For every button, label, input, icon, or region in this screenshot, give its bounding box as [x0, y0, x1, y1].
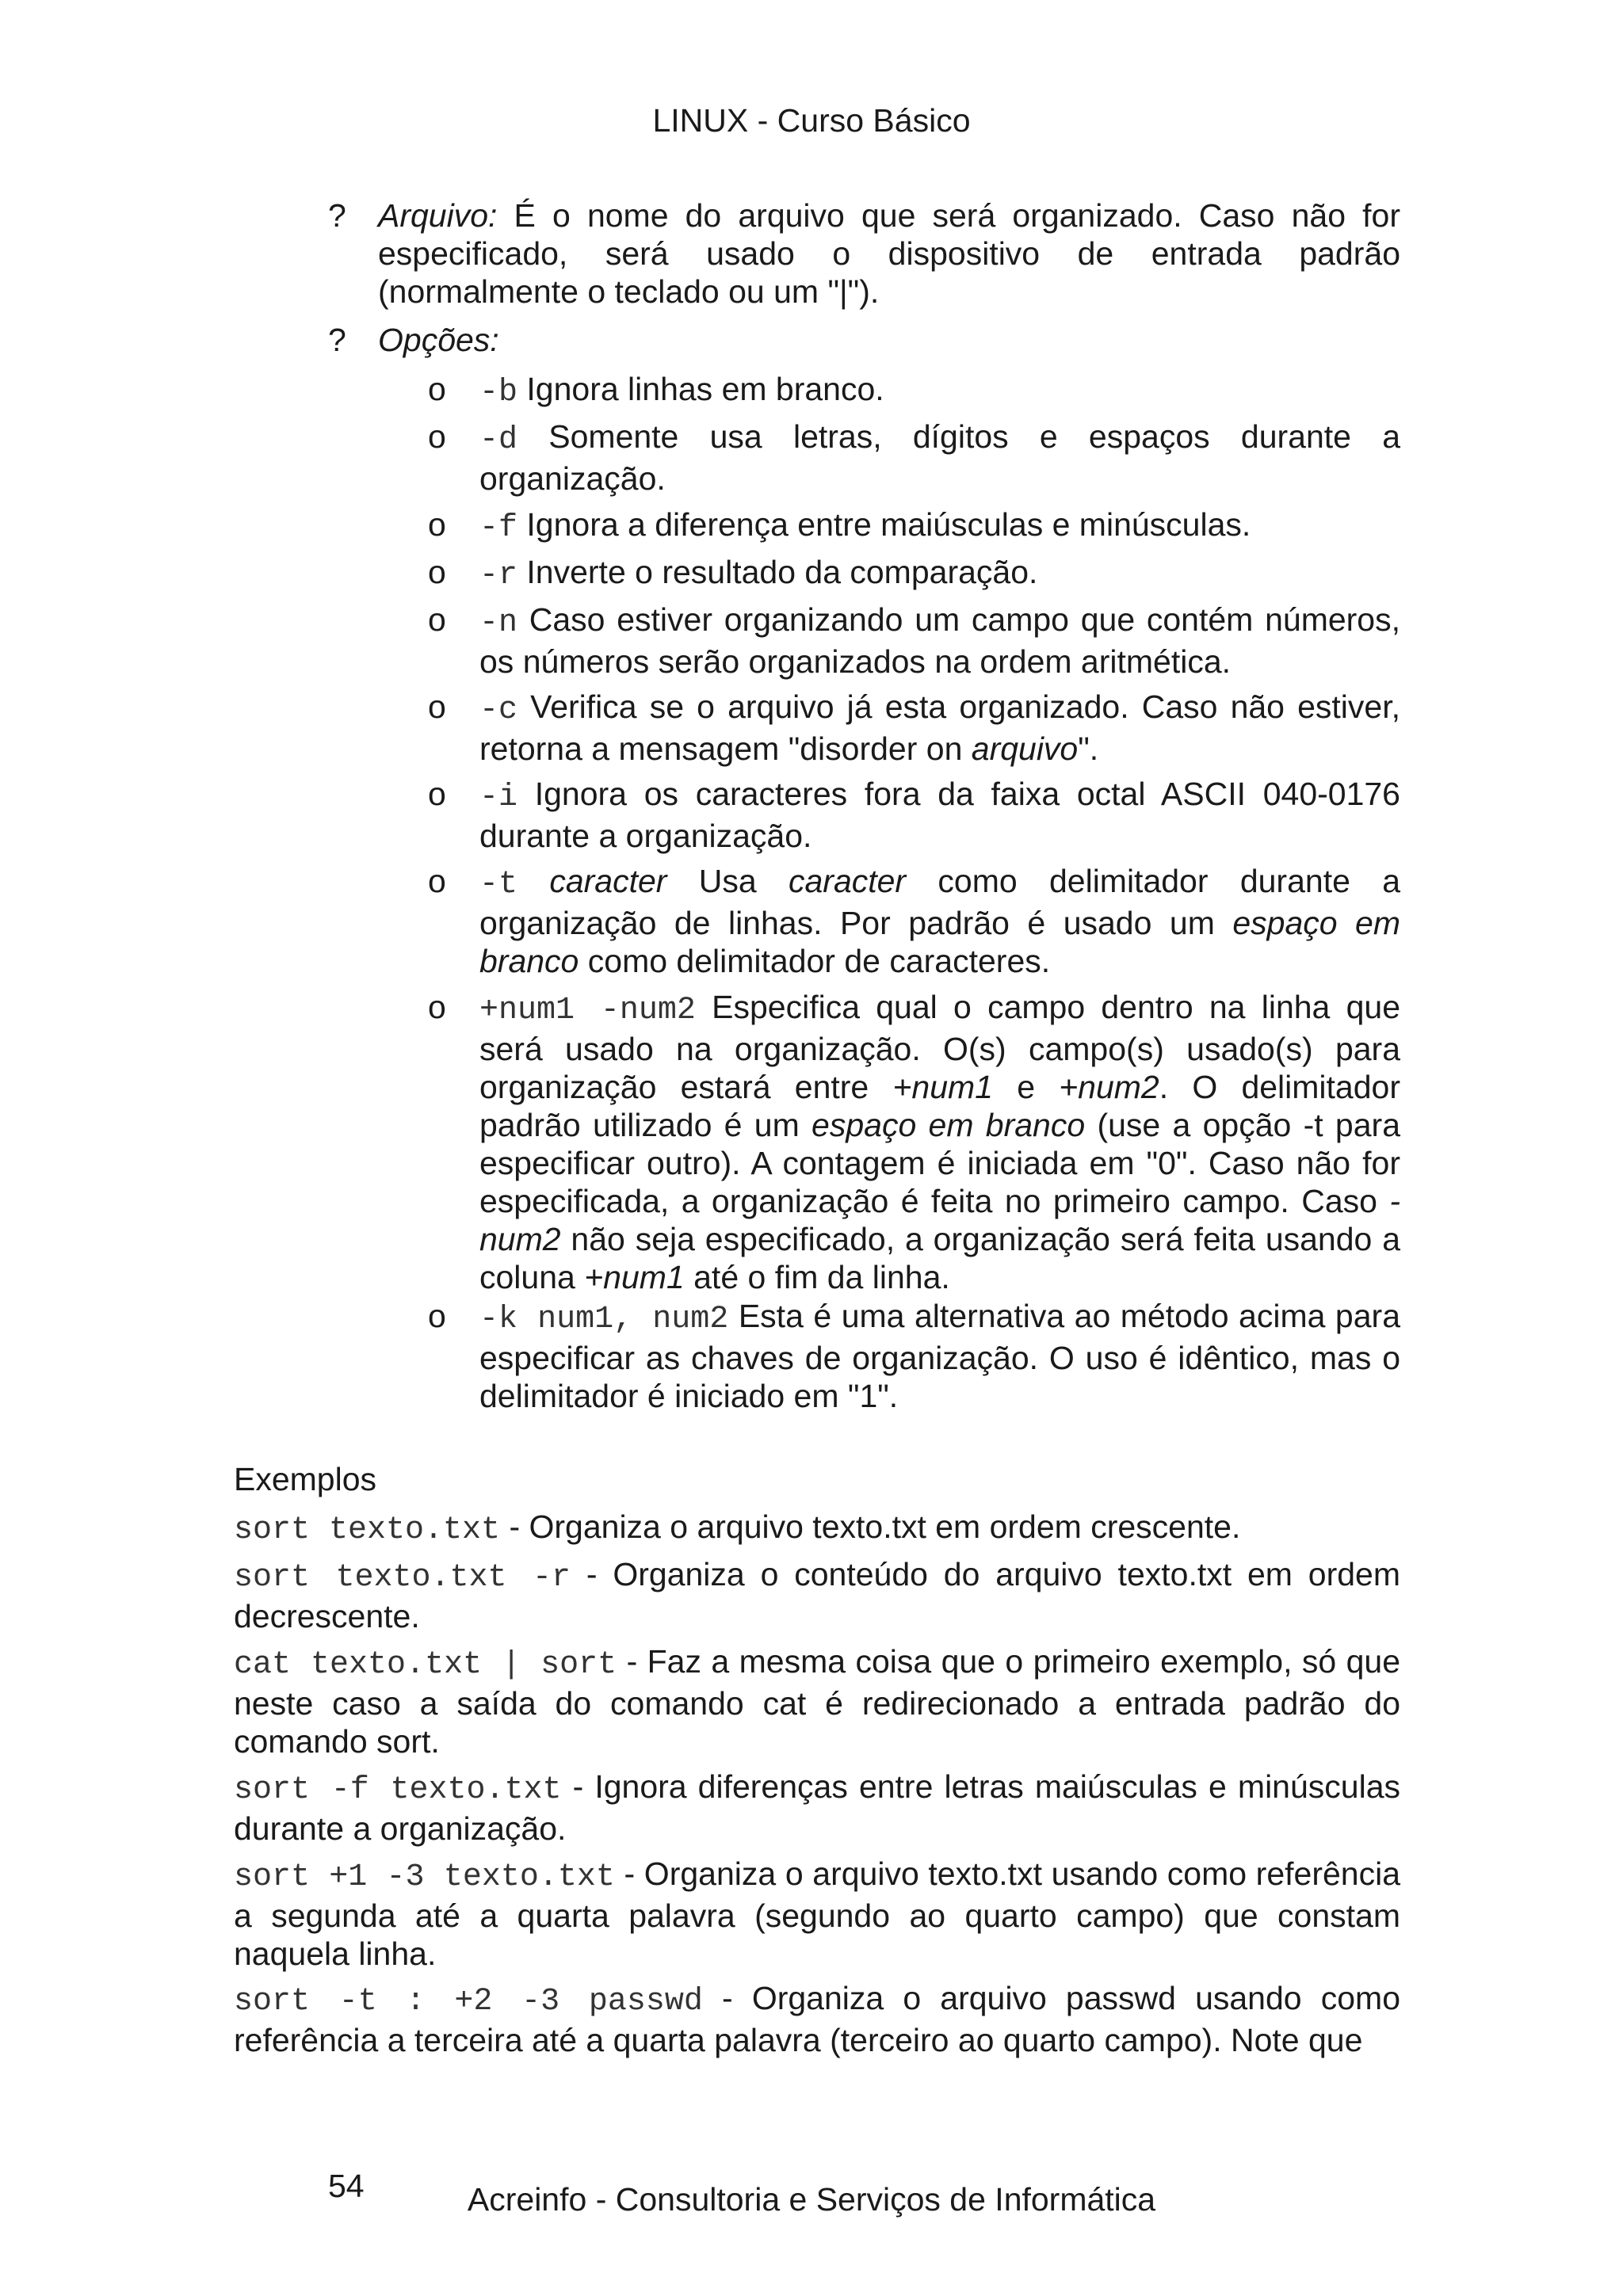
- option-bullet: o: [428, 601, 446, 638]
- option-f: [479, 505, 1400, 547]
- option-bullet: o: [428, 776, 446, 812]
- option-text: Caso estiver organizando um campo que contém números, os números serão organizados na ordem aritmética.: [479, 601, 1400, 680]
- arg-name: Arquivo:: [378, 197, 498, 234]
- option-b: [479, 370, 1400, 412]
- option-em: arquivo: [971, 730, 1079, 767]
- option-t: [479, 862, 1400, 980]
- example-command: sort -t : +2 -3 passwd: [234, 1984, 703, 2019]
- example-text: - Organiza o conteúdo do arquivo texto.txt em ordem decrescente.: [234, 1556, 1400, 1634]
- example-command: cat texto.txt | sort: [234, 1647, 617, 1683]
- bullet-marker: ?: [328, 322, 346, 358]
- example-text: - Organiza o arquivo texto.txt usando como referência a segunda até a quarta palavra (segundo ao quarto campo) que constam naquela linha.: [234, 1855, 1400, 1972]
- arg-text: É o nome do arquivo que será organizado. Caso não for especificado, será usado o dispositivo de entrada padrão (normalmente o teclado ou um "|").: [378, 197, 1400, 310]
- option-flag: -c: [479, 692, 518, 728]
- option-text: não seja especificado, a organização será feita usando a coluna: [479, 1221, 1400, 1295]
- option-text: como delimitador de caracteres.: [579, 943, 1051, 979]
- option-em: +num1: [584, 1259, 685, 1295]
- option-text: Verifica se o arquivo já esta organizado. Caso não estiver, retorna a mensagem "disorder on: [479, 688, 1400, 767]
- option-em: +num1: [892, 1069, 993, 1105]
- arg-opcoes: [378, 321, 1400, 359]
- option-text: Ignora linhas em branco.: [517, 371, 884, 407]
- option-text: (use a opção -t para especificar outro). A contagem é iniciada em "0". Caso não for especificada, a organização é feita no primeiro campo. Caso: [479, 1107, 1400, 1219]
- option-c: [479, 688, 1400, 768]
- option-bullet: o: [428, 371, 446, 407]
- option-bullet: o: [428, 1298, 446, 1334]
- example-item: [234, 1642, 1400, 1760]
- example-command: sort +1 -3 texto.txt: [234, 1859, 615, 1895]
- example-text: - Organiza o arquivo passwd usando como referência a terceira até a quarta palavra (terceiro ao quarto campo). Note que: [234, 1980, 1400, 2058]
- option-flag: -i: [479, 780, 518, 815]
- example-text: - Ignora diferenças entre letras maiúsculas e minúsculas durante a organização.: [234, 1768, 1400, 1847]
- option-text: ".: [1078, 730, 1099, 767]
- option-em: espaço em branco: [479, 905, 1400, 979]
- option-em: +num2: [1059, 1069, 1159, 1105]
- option-r: [479, 553, 1400, 595]
- option-text: Especifica qual o campo dentro na linha que será usado na organização. O(s) campo(s) usado(s) para organização estará entre: [479, 989, 1400, 1105]
- example-item: [234, 1508, 1400, 1550]
- example-item: [234, 1555, 1400, 1635]
- page-number: 54: [328, 2168, 365, 2204]
- option-num: [479, 988, 1400, 1296]
- option-text: Inverte o resultado da comparação.: [517, 554, 1038, 590]
- option-text: até o fim da linha.: [684, 1259, 950, 1295]
- arg-arquivo: [378, 196, 1400, 311]
- example-text: - Organiza o arquivo texto.txt em ordem crescente.: [500, 1508, 1241, 1545]
- example-item: [234, 1855, 1400, 1973]
- option-em: caracter: [788, 863, 907, 899]
- option-n: [479, 601, 1400, 681]
- option-flag: -t: [479, 867, 518, 902]
- example-command: sort texto.txt: [234, 1512, 501, 1548]
- option-flag: -b: [479, 375, 518, 410]
- option-bullet: o: [428, 418, 446, 455]
- example-text: - Faz a mesma coisa que o primeiro exemplo, só que neste caso a saída do comando cat é redirecionado a entrada padrão do comando sort.: [234, 1643, 1401, 1760]
- option-flag: -k num1, num2: [479, 1302, 729, 1337]
- option-em: caracter: [517, 863, 667, 899]
- option-bullet: o: [428, 554, 446, 590]
- option-text: . O delimitador padrão utilizado é um: [479, 1069, 1400, 1143]
- example-command: sort -f texto.txt: [234, 1772, 562, 1808]
- examples-title: Exemplos: [234, 1461, 377, 1497]
- option-text: Esta é uma alternativa ao método acima para especificar as chaves de organização. O uso é idêntico, mas o delimitador é iniciado em "1".: [479, 1298, 1400, 1414]
- option-i: [479, 775, 1400, 855]
- option-text: Ignora a diferença entre maiúsculas e minúsculas.: [517, 506, 1251, 543]
- option-bullet: o: [428, 989, 446, 1025]
- example-item: [234, 1768, 1400, 1848]
- example-command: sort texto.txt -r: [234, 1560, 571, 1596]
- option-em: espaço em branco: [812, 1107, 1086, 1143]
- option-flag: +num1 -num2: [479, 993, 696, 1028]
- option-bullet: o: [428, 863, 446, 899]
- option-flag: -d: [479, 422, 518, 458]
- bullet-marker: ?: [328, 197, 346, 234]
- option-flag: -n: [479, 605, 518, 641]
- option-em: -num2: [479, 1183, 1400, 1257]
- option-bullet: o: [428, 506, 446, 543]
- option-bullet: o: [428, 688, 446, 725]
- option-d: [479, 418, 1400, 498]
- option-text: e: [992, 1069, 1060, 1105]
- footer-company: Acreinfo - Consultoria e Serviços de Informática: [467, 2181, 1156, 2218]
- example-item: [234, 1979, 1400, 2059]
- option-flag: -f: [479, 510, 518, 546]
- option-text: como delimitador durante a organização de linhas. Por padrão é usado um: [479, 863, 1400, 941]
- option-flag: -r: [479, 558, 518, 593]
- arg-name: Opções:: [378, 322, 499, 358]
- option-k: [479, 1297, 1400, 1415]
- option-text: Somente usa letras, dígitos e espaços durante a organização.: [479, 418, 1400, 497]
- page-header: LINUX - Curso Básico: [652, 102, 971, 139]
- option-text: Ignora os caracteres fora da faixa octal ASCII 040-0176 durante a organização.: [479, 776, 1400, 854]
- option-text: Usa: [666, 863, 789, 899]
